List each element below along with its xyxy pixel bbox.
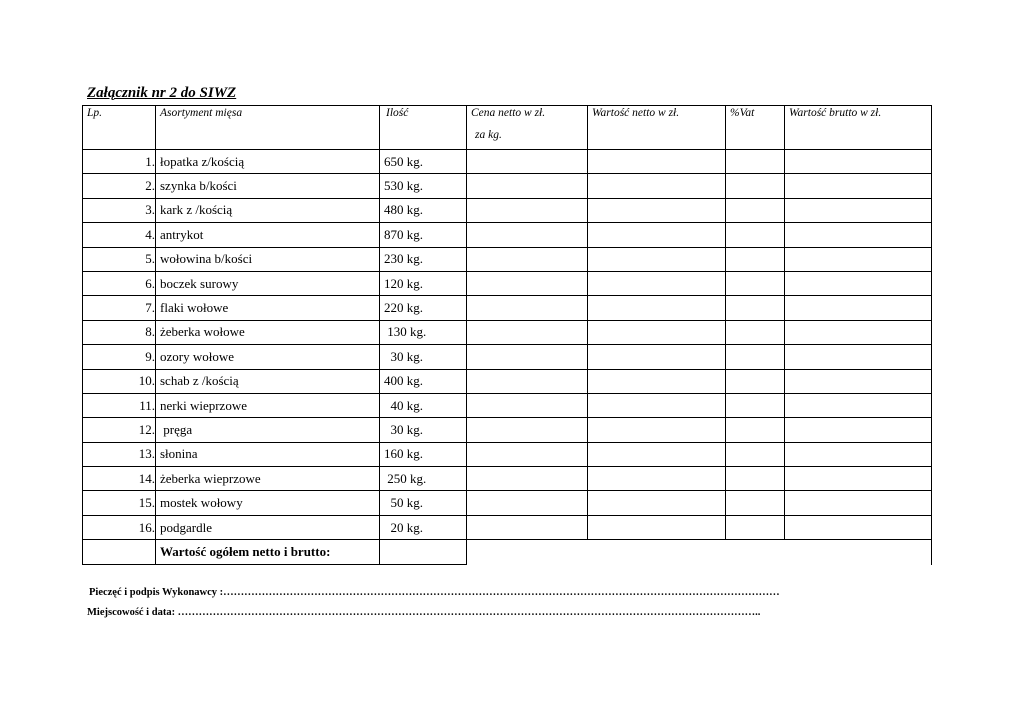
row-netto-cell[interactable] bbox=[588, 491, 726, 515]
row-netto-cell[interactable] bbox=[588, 418, 726, 442]
row-lp: 15. bbox=[83, 491, 156, 515]
row-vat-cell[interactable] bbox=[726, 515, 785, 539]
row-qty: 870 kg. bbox=[380, 223, 467, 247]
row-netto-cell[interactable] bbox=[588, 174, 726, 198]
row-brutto-cell[interactable] bbox=[785, 442, 932, 466]
row-vat-cell[interactable] bbox=[726, 369, 785, 393]
row-qty: 160 kg. bbox=[380, 442, 467, 466]
table-row bbox=[83, 150, 932, 174]
row-cena-cell[interactable] bbox=[467, 150, 588, 174]
table-row bbox=[83, 223, 932, 247]
row-cena-cell[interactable] bbox=[467, 223, 588, 247]
row-brutto-cell[interactable] bbox=[785, 467, 932, 491]
row-cena-cell[interactable] bbox=[467, 345, 588, 369]
row-name: antrykot bbox=[156, 223, 380, 247]
row-qty: 250 kg. bbox=[380, 467, 467, 491]
header-vat: %Vat bbox=[726, 106, 785, 150]
row-vat-cell[interactable] bbox=[726, 418, 785, 442]
table-row bbox=[83, 369, 932, 393]
row-name: nerki wieprzowe bbox=[156, 393, 380, 417]
row-lp: 12. bbox=[83, 418, 156, 442]
total-cell-netto bbox=[588, 540, 726, 565]
signature-line: Pieczęć i podpis Wykonawcy :…………………………………………………………………………………………………………………………………………… bbox=[89, 587, 780, 598]
row-lp: 2. bbox=[83, 174, 156, 198]
row-name: żeberka wieprzowe bbox=[156, 467, 380, 491]
row-name: mostek wołowy bbox=[156, 491, 380, 515]
row-lp: 13. bbox=[83, 442, 156, 466]
table-row bbox=[83, 271, 932, 295]
row-netto-cell[interactable] bbox=[588, 296, 726, 320]
table-row bbox=[83, 491, 932, 515]
row-qty: 120 kg. bbox=[380, 271, 467, 295]
row-netto-cell[interactable] bbox=[588, 442, 726, 466]
row-vat-cell[interactable] bbox=[726, 320, 785, 344]
total-row bbox=[83, 540, 932, 565]
row-name: podgardle bbox=[156, 515, 380, 539]
row-netto-cell[interactable] bbox=[588, 271, 726, 295]
row-name: kark z /kością bbox=[156, 198, 380, 222]
table-row bbox=[83, 247, 932, 271]
header-cena-line2: za kg. bbox=[475, 129, 502, 141]
row-brutto-cell[interactable] bbox=[785, 271, 932, 295]
table-row bbox=[83, 442, 932, 466]
row-qty: 130 kg. bbox=[380, 320, 467, 344]
row-qty: 40 kg. bbox=[380, 393, 467, 417]
place-date-line: Miejscowość i data: ………………………………………………………………………………………………………………………………………………….. bbox=[87, 607, 761, 618]
table-row bbox=[83, 515, 932, 539]
row-netto-cell[interactable] bbox=[588, 345, 726, 369]
row-lp: 14. bbox=[83, 467, 156, 491]
row-cena-cell[interactable] bbox=[467, 271, 588, 295]
row-qty: 480 kg. bbox=[380, 198, 467, 222]
row-brutto-cell[interactable] bbox=[785, 247, 932, 271]
row-netto-cell[interactable] bbox=[588, 369, 726, 393]
document-title: Załącznik nr 2 do SIWZ bbox=[87, 85, 237, 101]
row-vat-cell[interactable] bbox=[726, 491, 785, 515]
row-qty: 400 kg. bbox=[380, 369, 467, 393]
row-lp: 3. bbox=[83, 198, 156, 222]
row-brutto-cell[interactable] bbox=[785, 345, 932, 369]
row-brutto-cell[interactable] bbox=[785, 491, 932, 515]
row-name: żeberka wołowe bbox=[156, 320, 380, 344]
row-lp: 7. bbox=[83, 296, 156, 320]
row-brutto-cell[interactable] bbox=[785, 418, 932, 442]
row-qty: 230 kg. bbox=[380, 247, 467, 271]
table-row bbox=[83, 467, 932, 491]
row-vat-cell[interactable] bbox=[726, 296, 785, 320]
row-qty: 650 kg. bbox=[380, 150, 467, 174]
total-cell-brutto bbox=[785, 540, 932, 565]
row-qty: 20 kg. bbox=[380, 515, 467, 539]
row-cena-cell[interactable] bbox=[467, 247, 588, 271]
row-lp: 11. bbox=[83, 393, 156, 417]
row-name: flaki wołowe bbox=[156, 296, 380, 320]
row-lp: 9. bbox=[83, 345, 156, 369]
row-netto-cell[interactable] bbox=[588, 393, 726, 417]
row-vat-cell[interactable] bbox=[726, 174, 785, 198]
header-wartosc-brutto: Wartość brutto w zł. bbox=[785, 106, 932, 150]
row-cena-cell[interactable] bbox=[467, 174, 588, 198]
row-lp: 4. bbox=[83, 223, 156, 247]
row-name: ozory wołowe bbox=[156, 345, 380, 369]
total-label: Wartość ogółem netto i brutto: bbox=[156, 540, 380, 565]
header-asortyment: Asortyment mięsa bbox=[156, 106, 380, 150]
row-netto-cell[interactable] bbox=[588, 198, 726, 222]
row-netto-cell[interactable] bbox=[588, 223, 726, 247]
table-row bbox=[83, 296, 932, 320]
header-ilosc: Ilość bbox=[380, 106, 467, 150]
row-cena-cell[interactable] bbox=[467, 515, 588, 539]
total-empty-lp bbox=[83, 540, 156, 565]
total-cell-vat bbox=[726, 540, 785, 565]
row-vat-cell[interactable] bbox=[726, 393, 785, 417]
header-wartosc-netto: Wartość netto w zł. bbox=[588, 106, 726, 150]
row-brutto-cell[interactable] bbox=[785, 515, 932, 539]
row-vat-cell[interactable] bbox=[726, 467, 785, 491]
table-row bbox=[83, 174, 932, 198]
row-cena-cell[interactable] bbox=[467, 467, 588, 491]
header-cena bbox=[467, 106, 588, 150]
row-brutto-cell[interactable] bbox=[785, 393, 932, 417]
price-table bbox=[82, 105, 932, 565]
row-brutto-cell[interactable] bbox=[785, 174, 932, 198]
row-lp: 10. bbox=[83, 369, 156, 393]
row-lp: 1. bbox=[83, 150, 156, 174]
table-row bbox=[83, 418, 932, 442]
row-vat-cell[interactable] bbox=[726, 442, 785, 466]
row-brutto-cell[interactable] bbox=[785, 150, 932, 174]
row-cena-cell[interactable] bbox=[467, 320, 588, 344]
row-vat-cell[interactable] bbox=[726, 150, 785, 174]
row-name: szynka b/kości bbox=[156, 174, 380, 198]
row-netto-cell[interactable] bbox=[588, 247, 726, 271]
row-cena-cell[interactable] bbox=[467, 296, 588, 320]
row-name: pręga bbox=[156, 418, 380, 442]
table-row bbox=[83, 393, 932, 417]
row-cena-cell[interactable] bbox=[467, 369, 588, 393]
row-brutto-cell[interactable] bbox=[785, 369, 932, 393]
table-row bbox=[83, 320, 932, 344]
row-qty: 530 kg. bbox=[380, 174, 467, 198]
row-name: łopatka z/kością bbox=[156, 150, 380, 174]
row-netto-cell[interactable] bbox=[588, 150, 726, 174]
row-qty: 30 kg. bbox=[380, 345, 467, 369]
row-cena-cell[interactable] bbox=[467, 393, 588, 417]
row-name: schab z /kością bbox=[156, 369, 380, 393]
row-brutto-cell[interactable] bbox=[785, 198, 932, 222]
row-cena-cell[interactable] bbox=[467, 442, 588, 466]
table-row bbox=[83, 198, 932, 222]
total-cell-cena bbox=[467, 540, 588, 565]
row-qty: 220 kg. bbox=[380, 296, 467, 320]
row-name: wołowina b/kości bbox=[156, 247, 380, 271]
row-name: boczek surowy bbox=[156, 271, 380, 295]
row-cena-cell[interactable] bbox=[467, 491, 588, 515]
row-netto-cell[interactable] bbox=[588, 467, 726, 491]
total-cell-ilosc bbox=[380, 540, 467, 565]
row-brutto-cell[interactable] bbox=[785, 296, 932, 320]
row-lp: 5. bbox=[83, 247, 156, 271]
table-row bbox=[83, 345, 932, 369]
row-cena-cell[interactable] bbox=[467, 198, 588, 222]
row-vat-cell[interactable] bbox=[726, 345, 785, 369]
row-lp: 8. bbox=[83, 320, 156, 344]
row-vat-cell[interactable] bbox=[726, 271, 785, 295]
row-brutto-cell[interactable] bbox=[785, 320, 932, 344]
row-vat-cell[interactable] bbox=[726, 247, 785, 271]
row-lp: 6. bbox=[83, 271, 156, 295]
row-vat-cell[interactable] bbox=[726, 223, 785, 247]
row-netto-cell[interactable] bbox=[588, 515, 726, 539]
row-qty: 50 kg. bbox=[380, 491, 467, 515]
row-cena-cell[interactable] bbox=[467, 418, 588, 442]
row-qty: 30 kg. bbox=[380, 418, 467, 442]
row-brutto-cell[interactable] bbox=[785, 223, 932, 247]
row-vat-cell[interactable] bbox=[726, 198, 785, 222]
header-cena-line1: Cena netto w zł. bbox=[471, 107, 546, 119]
table-header-row bbox=[83, 106, 932, 150]
row-lp: 16. bbox=[83, 515, 156, 539]
row-name: słonina bbox=[156, 442, 380, 466]
row-netto-cell[interactable] bbox=[588, 320, 726, 344]
header-lp: Lp. bbox=[83, 106, 156, 150]
